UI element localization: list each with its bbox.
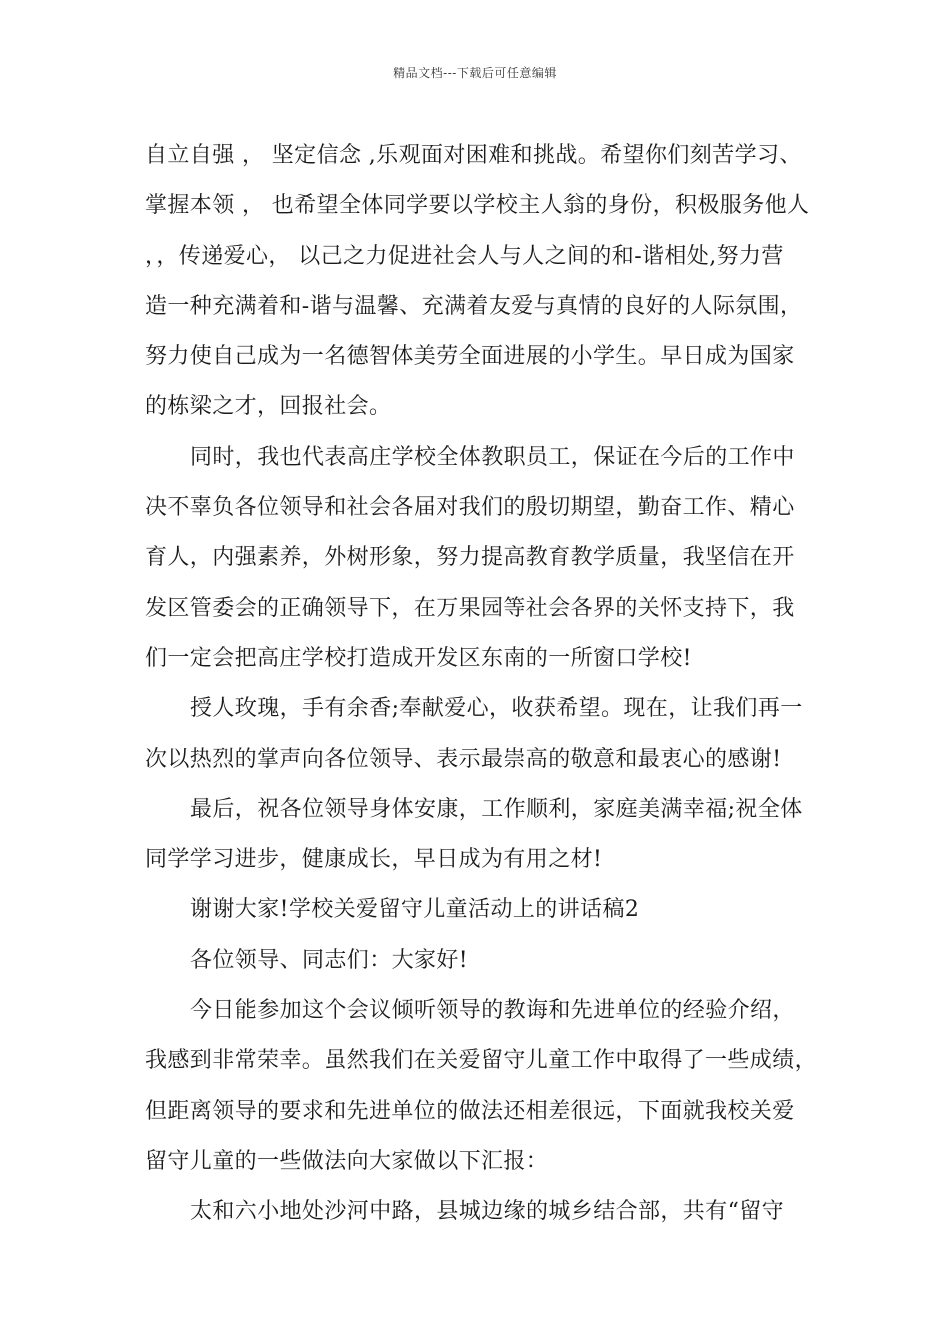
text-line: 掌握本领 ， 也希望全体同学要以学校主人翁的身份，积极服务他人 — [145, 193, 810, 219]
page-header: 精品文档---下载后可任意编辑 — [393, 66, 557, 80]
text-line: ，，传递爱心， 以己之力促进社会人与人之间的和-谐相处,努力营 — [145, 243, 784, 269]
paragraph-start-line: 太和六小地处沙河中路，县城边缘的城乡结合部，共有“留守 — [190, 1199, 785, 1225]
text-line: 我感到非常荣幸。虽然我们在关爱留守儿童工作中取得了一些成绩， — [145, 1048, 818, 1074]
paragraph-start-line: 今日能参加这个会议倾听领导的教诲和先进单位的经验介绍， — [190, 998, 795, 1024]
greeting-line: 各位领导、同志们：大家好! — [190, 947, 469, 973]
paragraph-start-line: 同时，我也代表高庄学校全体教职员工，保证在今后的工作中 — [190, 444, 795, 470]
text-line: 但距离领导的要求和先进单位的做法还相差很远，下面就我校关爱 — [145, 1098, 795, 1124]
text-line: 留守儿童的一些做法向大家做以下汇报： — [145, 1148, 549, 1174]
text-line: 决不辜负各位领导和社会各届对我们的殷切期望，勤奋工作、精心 — [145, 495, 795, 521]
text-line: 的栋梁之才，回报社会。 — [145, 394, 392, 420]
paragraph-start-line: 授人玫瑰，手有余香;奉献爱心，收获希望。现在，让我们再一 — [190, 696, 803, 722]
paragraph-start-line: 最后，祝各位领导身体安康，工作顺利，家庭美满幸福;祝全体 — [190, 796, 803, 822]
text-line: 造一种充满着和-谐与温馨、充满着友爱与真情的良好的人际氛围， — [145, 293, 803, 319]
text-line: 次以热烈的掌声向各位领导、表示最崇高的敬意和最衷心的感谢! — [145, 746, 782, 772]
section-title-line: 谢谢大家!学校关爱留守儿童活动上的讲话稿2 — [190, 897, 640, 923]
text-line: 育人，内强素养，外树形象，努力提高教育教学质量，我坚信在开 — [145, 545, 795, 571]
text-line: 们一定会把高庄学校打造成开发区东南的一所窗口学校! — [145, 645, 692, 671]
text-line: 发区管委会的正确领导下，在万果园等社会各界的关怀支持下，我 — [145, 595, 795, 621]
text-line: 努力使自己成为一名德智体美劳全面进展的小学生。早日成为国家 — [145, 344, 795, 370]
text-line: 自立自强 ， 坚定信念 ,乐观面对困难和挑战。希望你们刻苦学习、 — [145, 143, 802, 168]
document-body — [145, 131, 825, 1238]
text-line: 同学学习进步，健康成长，早日成为有用之材! — [145, 847, 603, 873]
